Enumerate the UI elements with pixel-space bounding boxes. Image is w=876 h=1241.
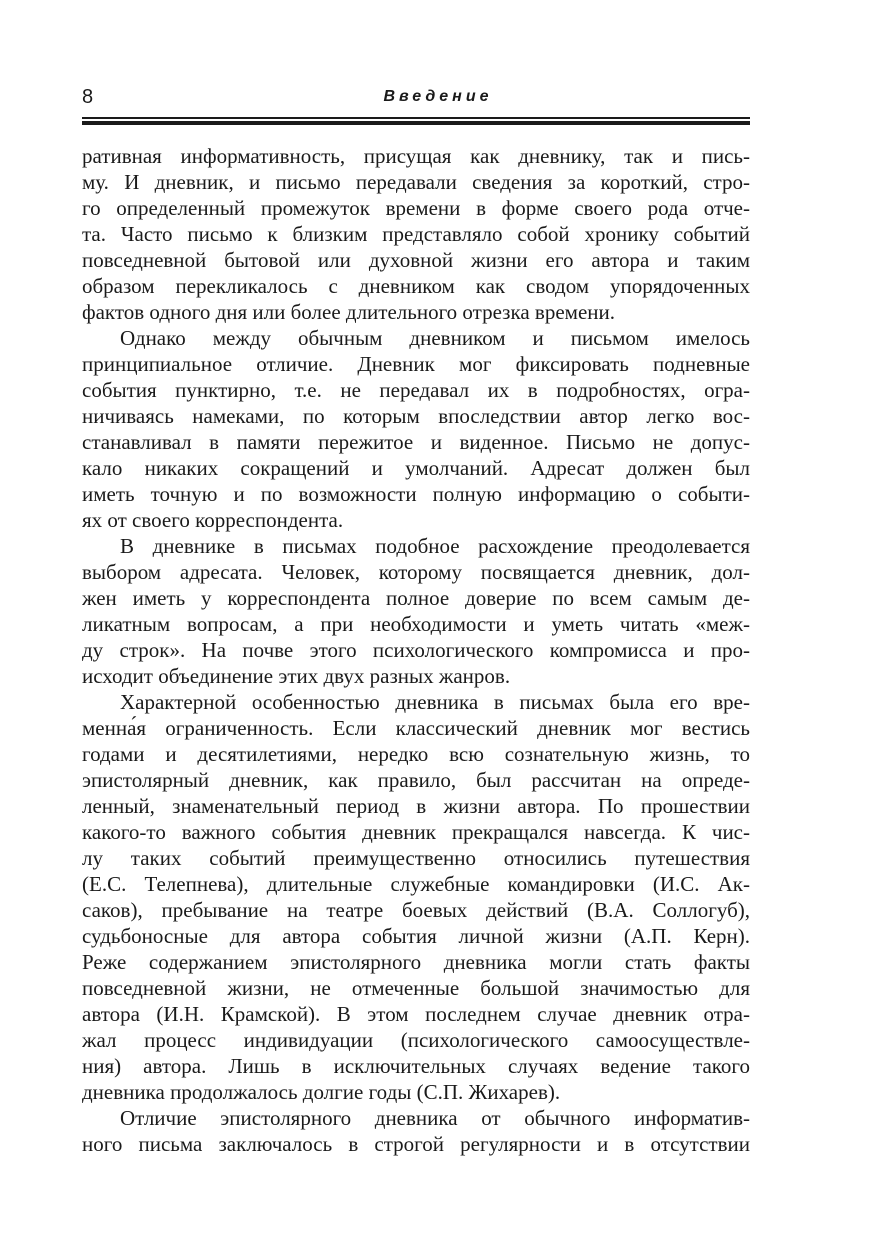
paragraph — [82, 533, 750, 689]
text-line: ях от своего корреспондента. — [82, 508, 344, 532]
paragraph — [82, 325, 750, 533]
text-line: судьбоносные для автора события личной жизни (А.П. Керн). — [82, 924, 750, 948]
text-line: (Е.С. Телепнева), длительные служебные командировки (И.С. Ак- — [82, 872, 750, 896]
text-line: Характерной особенностью дневника в письмах была его вре- — [120, 690, 750, 714]
text-line: ного письма заключалось в строгой регулярности и в отсутствии — [82, 1132, 750, 1156]
text-line: годами и десятилетиями, нередко всю сознательную жизнь, то — [82, 742, 750, 766]
body-text — [82, 143, 750, 1157]
text-line: ничиваясь намеками, по которым впоследствии автор легко вос- — [82, 404, 750, 428]
page-number: 8 — [82, 86, 94, 108]
text-line: ликатным вопросам, а при необходимости и уметь читать «меж- — [82, 612, 750, 636]
text-line: повседневной жизни, не отмеченные большой значимостью для — [82, 976, 750, 1000]
text-line: иметь точную и по возможности полную информацию о событи- — [82, 482, 750, 506]
text-line: какого-то важного события дневник прекращался навсегда. К чис- — [82, 820, 750, 844]
text-line: саков), пребывание на театре боевых действий (В.А. Соллогуб), — [82, 898, 750, 922]
text-line: станавливал в памяти пережитое и виденное. Письмо не допус- — [82, 430, 750, 454]
text-line: В дневнике в письмах подобное расхождение преодолевается — [120, 534, 750, 558]
text-line: ленный, знаменательный период в жизни автора. По прошествии — [82, 794, 750, 818]
text-line: му. И дневник, и письмо передавали сведения за короткий, стро- — [82, 170, 750, 194]
text-line: повседневной бытовой или духовной жизни его автора и таким — [82, 248, 750, 272]
text-line: эпистолярный дневник, как правило, был рассчитан на опреде- — [82, 768, 750, 792]
text-line: дневника продолжалось долгие годы (С.П. Жихарев). — [82, 1080, 561, 1104]
header-rule-thick — [82, 121, 750, 125]
text-line: жен иметь у корреспондента полное доверие по всем самым де- — [82, 586, 750, 610]
text-line: Однако между обычным дневником и письмом имелось — [120, 326, 750, 350]
paragraph — [82, 689, 750, 1105]
paragraph — [82, 143, 750, 325]
text-line: образом перекликалось с дневником как сводом упорядоченных — [82, 274, 750, 298]
text-line: ду строк». На почве этого психологического компромисса и про- — [82, 638, 750, 662]
text-line: та. Часто письмо к близким представляло собой хронику событий — [82, 222, 750, 246]
header-rule-thin — [82, 117, 750, 119]
text-line: ративная информативность, присущая как дневнику, так и пись- — [82, 144, 750, 168]
text-line: фактов одного дня или более длительного отрезка времени. — [82, 300, 615, 324]
text-line: кало никаких сокращений и умолчаний. Адресат должен был — [82, 456, 750, 480]
text-line: го определенный промежуток времени в форме своего рода отче- — [82, 196, 750, 220]
paragraph — [82, 1105, 750, 1157]
text-line: принципиальное отличие. Дневник мог фиксировать подневные — [82, 352, 750, 376]
text-line: жал процесс индивидуации (психологического самоосуществле- — [82, 1028, 750, 1052]
running-head: Введение — [383, 88, 493, 105]
text-line: менна́я ограниченность. Если классический дневник мог вестись — [82, 716, 750, 740]
text-line: выбором адресата. Человек, которому посвящается дневник, дол- — [82, 560, 750, 584]
text-line: лу таких событий преимущественно относились путешествия — [82, 846, 750, 870]
text-line: исходит объединение этих двух разных жанров. — [82, 664, 511, 688]
text-line: ния) автора. Лишь в исключительных случаях ведение такого — [82, 1054, 750, 1078]
text-line: события пунктирно, т.е. не передавал их в подробностях, огра- — [82, 378, 750, 402]
text-line: автора (И.Н. Крамской). В этом последнем случае дневник отра- — [82, 1002, 750, 1026]
text-line: Отличие эпистолярного дневника от обычного информатив- — [120, 1106, 750, 1130]
text-line: Реже содержанием эпистолярного дневника могли стать факты — [82, 950, 750, 974]
